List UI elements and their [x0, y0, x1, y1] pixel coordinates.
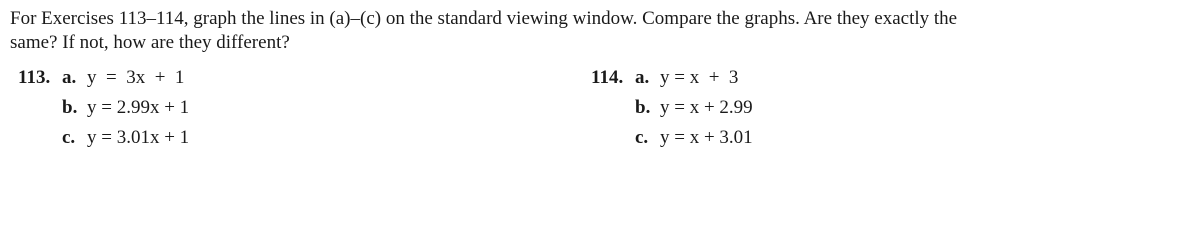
part-label: a.	[62, 67, 77, 88]
exercise-113-part-a	[18, 67, 189, 97]
equation: y = 3x + 1	[87, 67, 185, 88]
instructions	[10, 7, 1180, 55]
equation: y = x + 3.01	[660, 127, 753, 148]
part-label: c.	[62, 127, 76, 148]
exercise-114-part-c	[591, 127, 753, 157]
part-label: b.	[62, 97, 78, 118]
instructions-line-2: same? If not, how are they different?	[10, 32, 290, 53]
instructions-line-1: For Exercises 113–114, graph the lines in (a)–(c) on the standard viewing window. Compare the graphs. Are they exactly the	[10, 8, 958, 29]
exercise-114-part-a	[591, 67, 753, 97]
exercise-number: 113.	[18, 67, 51, 88]
part-label: a.	[635, 67, 650, 88]
equation: y = x + 2.99	[660, 97, 753, 118]
exercise-114	[591, 67, 753, 157]
exercise-113-part-c	[18, 127, 189, 157]
part-label: b.	[635, 97, 651, 118]
exercise-number: 114.	[591, 67, 624, 88]
exercise-113	[18, 67, 189, 157]
exercise-113-part-b	[18, 97, 189, 127]
exercise-114-part-b	[591, 97, 753, 127]
equation: y = x + 3	[660, 67, 739, 88]
equation: y = 2.99x + 1	[87, 97, 190, 118]
equation: y = 3.01x + 1	[87, 127, 190, 148]
part-label: c.	[635, 127, 649, 148]
